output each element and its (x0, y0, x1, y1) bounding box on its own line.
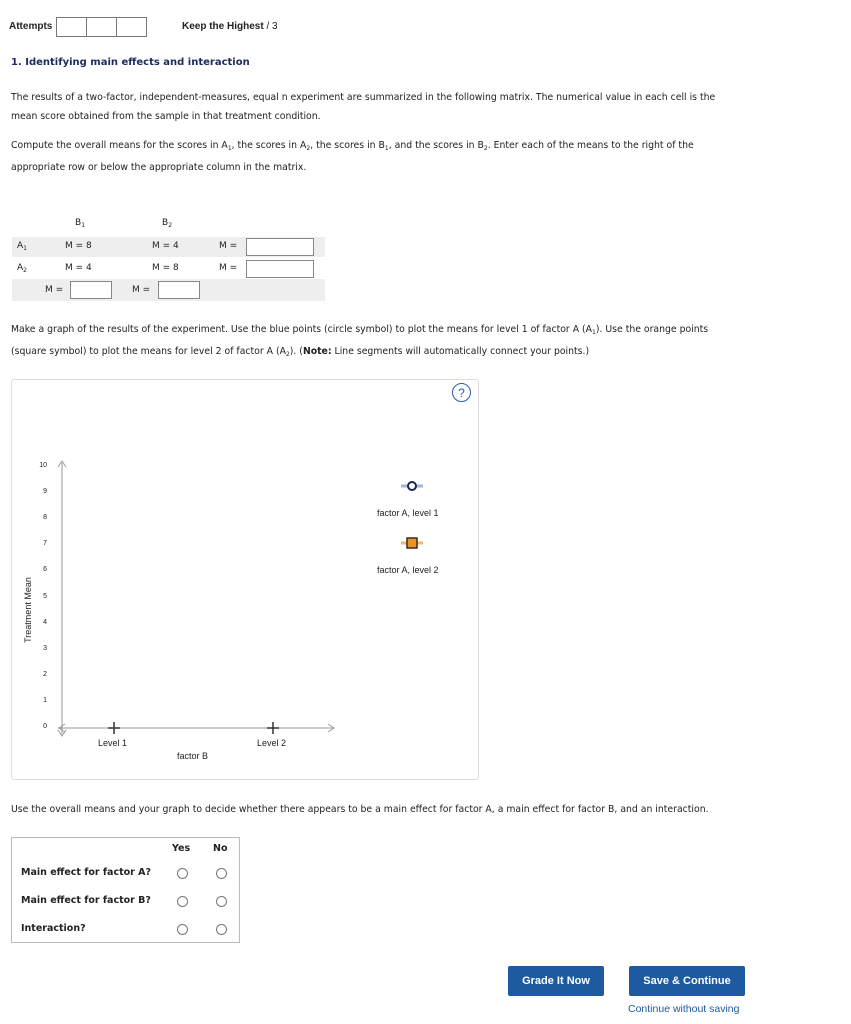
decision-table (11, 837, 240, 943)
y-tick-label: 7 (43, 540, 47, 548)
legend-label-a1: factor A, level 1 (377, 508, 439, 518)
row-header-a1: $A_1$ (17, 241, 27, 252)
y-tick-label: 8 (43, 514, 47, 522)
cell-a2-b1: M = 4 (65, 263, 92, 273)
radio-interaction-yes[interactable] (177, 924, 188, 935)
keep-highest-text: Keep the Highest (182, 21, 264, 32)
level-1-marker (108, 722, 120, 734)
col-mean-b2-label: M = (132, 285, 151, 295)
radio-b-yes[interactable] (177, 896, 188, 907)
attempts-label: Attempts (9, 21, 53, 32)
instructions-line-1: Compute the overall means for the scores in $A_1$, the scores in $A_2$, the scores in $B_1$, and the scores in $B_2$. Enter each of the means to the right of the (11, 140, 694, 152)
question-interaction: Interaction? (21, 923, 86, 934)
cell-a1-b1: M = 8 (65, 241, 92, 251)
legend-label-a2: factor A, level 2 (377, 565, 439, 575)
y-tick-label: 4 (43, 618, 47, 626)
graph-instructions-line-1: Make a graph of the results of the experiment. Use the blue points (circle symbol) to plot the means for level 1 of factor A $(A_1)$. Use the orange points (11, 324, 709, 336)
help-icon[interactable]: ? (452, 383, 471, 402)
radio-interaction-no[interactable] (216, 924, 227, 935)
save-continue-button[interactable]: Save & Continue (629, 966, 745, 996)
col-no-header: No (213, 843, 228, 854)
grade-it-now-button[interactable]: Grade It Now (508, 966, 604, 996)
y-tick-label: 5 (43, 592, 47, 600)
y-tick-label: 10 (39, 462, 47, 469)
question-main-effect-a: Main effect for factor A? (21, 867, 152, 878)
row-mean-a1-label: M = (219, 241, 238, 251)
keep-highest-total: / 3 (266, 21, 278, 32)
decision-prompt: Use the overall means and your graph to decide whether there appears to be a main effect for factor A, a main effect for factor B, and an interaction. (11, 804, 709, 815)
legend-square-icon (401, 538, 423, 548)
radio-b-no[interactable] (216, 896, 227, 907)
row-header-a2: $A_2$ (17, 263, 27, 274)
y-tick-label: 6 (43, 566, 47, 574)
cell-a1-b2: M = 4 (152, 241, 179, 251)
legend-circle-icon (401, 482, 423, 490)
y-tick-label: 3 (43, 644, 47, 652)
col-mean-b1-label: M = (45, 285, 64, 295)
radio-a-no[interactable] (216, 868, 227, 879)
question-title: 1. Identifying main effects and interaction (11, 57, 250, 68)
y-axis-title: Treatment Mean (23, 577, 33, 643)
graph-instructions-line-2: (square symbol) to plot the means for level 2 of factor A $(A_2)$. (Note: Line segments will automatically connect your points.) (11, 346, 590, 358)
x-level-2-label: Level 2 (257, 738, 287, 748)
y-tick-label: 9 (43, 488, 47, 496)
question-main-effect-b: Main effect for factor B? (21, 895, 151, 906)
cell-a2-b2: M = 8 (152, 263, 179, 273)
intro-line-1: The results of a two-factor, independent-measures, equal n experiment are summarized in the following matrix. The numerical value in each cell is the (11, 92, 716, 103)
x-axis-title: factor B (177, 751, 209, 761)
col-header-b1: $B_1$ (75, 218, 86, 229)
row-mean-a2-label: M = (219, 263, 238, 273)
radio-a-yes[interactable] (177, 868, 188, 879)
y-tick-label: 2 (43, 670, 47, 678)
level-2-marker (267, 722, 279, 734)
instructions-line-2: appropriate row or below the appropriate column in the matrix. (11, 162, 307, 173)
y-tick-label: 0 (43, 723, 47, 730)
x-level-1-label: Level 1 (98, 738, 128, 748)
col-header-b2: $B_2$ (162, 218, 173, 229)
y-tick-label: 1 (43, 696, 47, 704)
intro-line-2: mean score obtained from the sample in that treatment condition. (11, 111, 321, 122)
continue-without-saving-link[interactable]: Continue without saving (628, 1003, 740, 1015)
col-yes-header: Yes (172, 843, 191, 854)
